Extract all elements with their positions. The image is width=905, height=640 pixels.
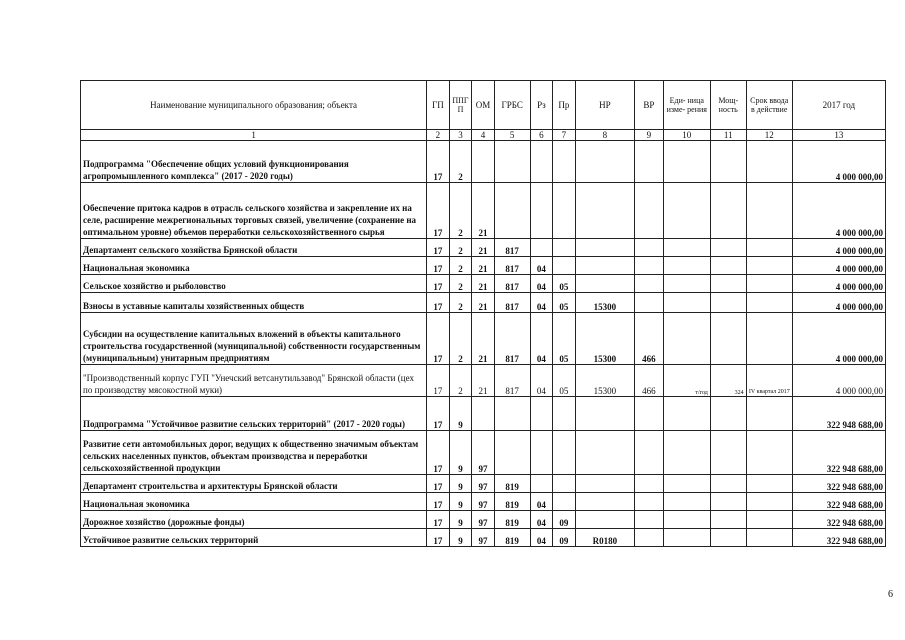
col-number: 1	[81, 130, 427, 141]
row-vr	[635, 257, 664, 275]
row-pr	[553, 141, 576, 183]
table-row	[81, 293, 886, 313]
row-amount: 322 948 688,00	[792, 529, 885, 547]
col-number: 3	[449, 130, 472, 141]
row-vr	[635, 511, 664, 529]
row-unit	[663, 275, 710, 293]
row-capacity	[710, 257, 746, 275]
row-capacity	[710, 183, 746, 239]
row-vr	[635, 475, 664, 493]
row-grbs: 819	[494, 493, 530, 511]
budget-table	[80, 80, 886, 547]
row-pr	[553, 183, 576, 239]
row-rz	[530, 141, 553, 183]
row-term	[746, 183, 792, 239]
row-ppgp: 2	[449, 365, 472, 397]
table-row	[81, 183, 886, 239]
row-unit	[663, 493, 710, 511]
row-vr	[635, 141, 664, 183]
row-nr	[575, 431, 634, 475]
row-capacity	[710, 293, 746, 313]
row-unit	[663, 293, 710, 313]
row-unit	[663, 257, 710, 275]
row-grbs: 817	[494, 365, 530, 397]
row-rz	[530, 431, 553, 475]
row-term	[746, 275, 792, 293]
row-unit	[663, 183, 710, 239]
row-capacity	[710, 275, 746, 293]
row-nr	[575, 141, 634, 183]
row-om: 21	[472, 275, 495, 293]
col-header-gp: ГП	[427, 81, 450, 130]
row-amount: 4 000 000,00	[792, 257, 885, 275]
row-term	[746, 397, 792, 431]
col-header-year: 2017 год	[792, 81, 885, 130]
row-term	[746, 493, 792, 511]
row-name: Подпрограмма "Устойчивое развитие сельских территорий" (2017 - 2020 годы)	[81, 397, 427, 431]
col-header-om: ОМ	[472, 81, 495, 130]
row-capacity	[710, 529, 746, 547]
col-number: 12	[746, 130, 792, 141]
row-capacity	[710, 511, 746, 529]
row-rz: 04	[530, 493, 553, 511]
col-header-term: Срок ввода в действие	[746, 81, 792, 130]
row-grbs: 817	[494, 257, 530, 275]
row-term	[746, 257, 792, 275]
row-name: "Производственный корпус ГУП "Унечский ветсанутильзавод" Брянской области (цех по производству мясокостной муки)	[81, 365, 427, 397]
row-pr	[553, 257, 576, 275]
row-ppgp: 9	[449, 493, 472, 511]
row-ppgp: 2	[449, 141, 472, 183]
row-grbs	[494, 183, 530, 239]
col-header-rz: Рз	[530, 81, 553, 130]
row-unit	[663, 313, 710, 365]
row-rz: 04	[530, 257, 553, 275]
row-nr	[575, 239, 634, 257]
row-rz: 04	[530, 511, 553, 529]
col-number: 5	[494, 130, 530, 141]
row-pr: 09	[553, 511, 576, 529]
row-pr	[553, 431, 576, 475]
row-pr	[553, 239, 576, 257]
row-gp: 17	[427, 397, 450, 431]
row-nr	[575, 183, 634, 239]
row-name: Департамент строительства и архитектуры Брянской области	[81, 475, 427, 493]
row-nr: 15300	[575, 293, 634, 313]
row-amount: 4 000 000,00	[792, 239, 885, 257]
header-row	[81, 81, 886, 130]
row-term	[746, 511, 792, 529]
row-om: 97	[472, 511, 495, 529]
row-pr: 05	[553, 275, 576, 293]
col-number: 9	[635, 130, 664, 141]
row-gp: 17	[427, 475, 450, 493]
row-name: Субсидии на осуществление капитальных вложений в объекты капитального строительства государственной (муниципальной) собственности государственным (муниципальным) унитарным предприятиям	[81, 313, 427, 365]
row-name: Сельское хозяйство и рыболовство	[81, 275, 427, 293]
row-capacity	[710, 475, 746, 493]
row-ppgp: 2	[449, 293, 472, 313]
row-term	[746, 141, 792, 183]
row-vr	[635, 431, 664, 475]
table-row	[81, 257, 886, 275]
row-amount: 4 000 000,00	[792, 293, 885, 313]
row-name: Дорожное хозяйство (дорожные фонды)	[81, 511, 427, 529]
col-header-unit: Еди- ница изме- рения	[663, 81, 710, 130]
row-amount: 4 000 000,00	[792, 365, 885, 397]
row-term	[746, 431, 792, 475]
row-unit	[663, 511, 710, 529]
row-gp: 17	[427, 293, 450, 313]
table-row	[81, 493, 886, 511]
col-number: 2	[427, 130, 450, 141]
row-unit	[663, 141, 710, 183]
row-unit	[663, 239, 710, 257]
row-vr: 466	[635, 313, 664, 365]
table-row	[81, 397, 886, 431]
row-gp: 17	[427, 313, 450, 365]
row-om: 97	[472, 475, 495, 493]
row-nr	[575, 493, 634, 511]
row-gp: 17	[427, 183, 450, 239]
page-number: 6	[888, 589, 893, 600]
row-capacity	[710, 431, 746, 475]
col-header-ppgp: ППГ П	[449, 81, 472, 130]
row-rz: 04	[530, 529, 553, 547]
row-name: Национальная экономика	[81, 493, 427, 511]
row-grbs	[494, 431, 530, 475]
row-grbs	[494, 141, 530, 183]
row-gp: 17	[427, 365, 450, 397]
row-term	[746, 475, 792, 493]
row-grbs: 819	[494, 511, 530, 529]
row-term	[746, 239, 792, 257]
table-row	[81, 141, 886, 183]
col-number: 10	[663, 130, 710, 141]
row-capacity: 324	[710, 365, 746, 397]
row-grbs	[494, 397, 530, 431]
row-term	[746, 529, 792, 547]
row-om: 21	[472, 293, 495, 313]
row-vr: 466	[635, 365, 664, 397]
row-amount: 4 000 000,00	[792, 275, 885, 293]
row-capacity	[710, 313, 746, 365]
row-nr	[575, 475, 634, 493]
row-grbs: 819	[494, 475, 530, 493]
row-rz: 04	[530, 365, 553, 397]
row-name: Развитие сети автомобильных дорог, ведущих к общественно значимым объектам сельских населенных пунктов, объектам производства и переработки сельскохозяйственной продукции	[81, 431, 427, 475]
row-om: 21	[472, 239, 495, 257]
row-nr: 15300	[575, 365, 634, 397]
row-nr	[575, 397, 634, 431]
row-term	[746, 313, 792, 365]
row-nr: 15300	[575, 313, 634, 365]
row-rz	[530, 239, 553, 257]
col-number: 6	[530, 130, 553, 141]
row-unit	[663, 529, 710, 547]
row-om: 21	[472, 365, 495, 397]
row-pr: 09	[553, 529, 576, 547]
row-term	[746, 293, 792, 313]
row-gp: 17	[427, 431, 450, 475]
table-row	[81, 275, 886, 293]
table-row	[81, 239, 886, 257]
col-number: 13	[792, 130, 885, 141]
row-name: Подпрограмма "Обеспечение общих условий функционирования агропромышленного комплекса" (2017 - 2020 годы)	[81, 141, 427, 183]
row-nr: R0180	[575, 529, 634, 547]
row-ppgp: 9	[449, 397, 472, 431]
row-om: 21	[472, 183, 495, 239]
row-pr: 05	[553, 313, 576, 365]
table-row	[81, 431, 886, 475]
row-gp: 17	[427, 239, 450, 257]
row-rz: 04	[530, 313, 553, 365]
row-ppgp: 9	[449, 529, 472, 547]
row-om: 21	[472, 257, 495, 275]
row-name: Устойчивое развитие сельских территорий	[81, 529, 427, 547]
row-grbs: 819	[494, 529, 530, 547]
row-rz	[530, 397, 553, 431]
row-amount: 322 948 688,00	[792, 511, 885, 529]
table-row	[81, 365, 886, 397]
row-pr: 05	[553, 365, 576, 397]
row-ppgp: 2	[449, 313, 472, 365]
row-gp: 17	[427, 529, 450, 547]
row-om: 21	[472, 313, 495, 365]
row-gp: 17	[427, 141, 450, 183]
row-capacity	[710, 493, 746, 511]
row-gp: 17	[427, 511, 450, 529]
row-unit	[663, 397, 710, 431]
row-gp: 17	[427, 257, 450, 275]
col-number: 11	[710, 130, 746, 141]
row-grbs: 817	[494, 239, 530, 257]
row-gp: 17	[427, 275, 450, 293]
table-row	[81, 511, 886, 529]
row-om	[472, 141, 495, 183]
row-rz	[530, 183, 553, 239]
row-amount: 322 948 688,00	[792, 431, 885, 475]
col-number: 4	[472, 130, 495, 141]
row-capacity	[710, 239, 746, 257]
row-vr	[635, 239, 664, 257]
row-ppgp: 2	[449, 257, 472, 275]
row-grbs: 817	[494, 313, 530, 365]
row-grbs: 817	[494, 275, 530, 293]
row-term: IV квартал 2017	[746, 365, 792, 397]
col-header-nr: НР	[575, 81, 634, 130]
row-rz	[530, 475, 553, 493]
col-number: 7	[553, 130, 576, 141]
row-amount: 4 000 000,00	[792, 313, 885, 365]
row-ppgp: 9	[449, 511, 472, 529]
row-amount: 322 948 688,00	[792, 397, 885, 431]
row-capacity	[710, 397, 746, 431]
row-amount: 4 000 000,00	[792, 183, 885, 239]
column-numbers-row	[81, 130, 886, 141]
col-header-vr: ВР	[635, 81, 664, 130]
row-amount: 322 948 688,00	[792, 475, 885, 493]
table-row	[81, 475, 886, 493]
row-pr: 05	[553, 293, 576, 313]
row-vr	[635, 275, 664, 293]
row-pr	[553, 397, 576, 431]
table-body	[81, 141, 886, 547]
row-amount: 322 948 688,00	[792, 493, 885, 511]
table-row	[81, 313, 886, 365]
row-grbs: 817	[494, 293, 530, 313]
col-number: 8	[575, 130, 634, 141]
row-pr	[553, 493, 576, 511]
col-header-capacity: Мощ- ность	[710, 81, 746, 130]
row-ppgp: 2	[449, 183, 472, 239]
row-pr	[553, 475, 576, 493]
row-nr	[575, 257, 634, 275]
row-capacity	[710, 141, 746, 183]
row-ppgp: 2	[449, 239, 472, 257]
row-name: Национальная экономика	[81, 257, 427, 275]
row-name: Департамент сельского хозяйства Брянской области	[81, 239, 427, 257]
col-header-grbs: ГРБС	[494, 81, 530, 130]
row-vr	[635, 183, 664, 239]
row-rz: 04	[530, 275, 553, 293]
row-om	[472, 397, 495, 431]
row-vr	[635, 293, 664, 313]
row-vr	[635, 529, 664, 547]
row-rz: 04	[530, 293, 553, 313]
row-unit: т/год	[663, 365, 710, 397]
col-header-pr: Пр	[553, 81, 576, 130]
row-om: 97	[472, 493, 495, 511]
row-name: Взносы в уставные капиталы хозяйственных обществ	[81, 293, 427, 313]
row-om: 97	[472, 529, 495, 547]
row-om: 97	[472, 431, 495, 475]
table-row	[81, 529, 886, 547]
row-unit	[663, 431, 710, 475]
row-ppgp: 9	[449, 475, 472, 493]
row-vr	[635, 397, 664, 431]
row-gp: 17	[427, 493, 450, 511]
row-name: Обеспечение притока кадров в отрасль сельского хозяйства и закрепление их на селе, расширение межрегиональных торговых связей, увеличение (сохранение на оптимальном уровне) объемов переработки сельскохозяйственного сырья	[81, 183, 427, 239]
row-unit	[663, 475, 710, 493]
row-nr	[575, 275, 634, 293]
row-nr	[575, 511, 634, 529]
row-vr	[635, 493, 664, 511]
row-ppgp: 9	[449, 431, 472, 475]
row-ppgp: 2	[449, 275, 472, 293]
col-header-name: Наименование муниципального образования; объекта	[81, 81, 427, 130]
row-amount: 4 000 000,00	[792, 141, 885, 183]
